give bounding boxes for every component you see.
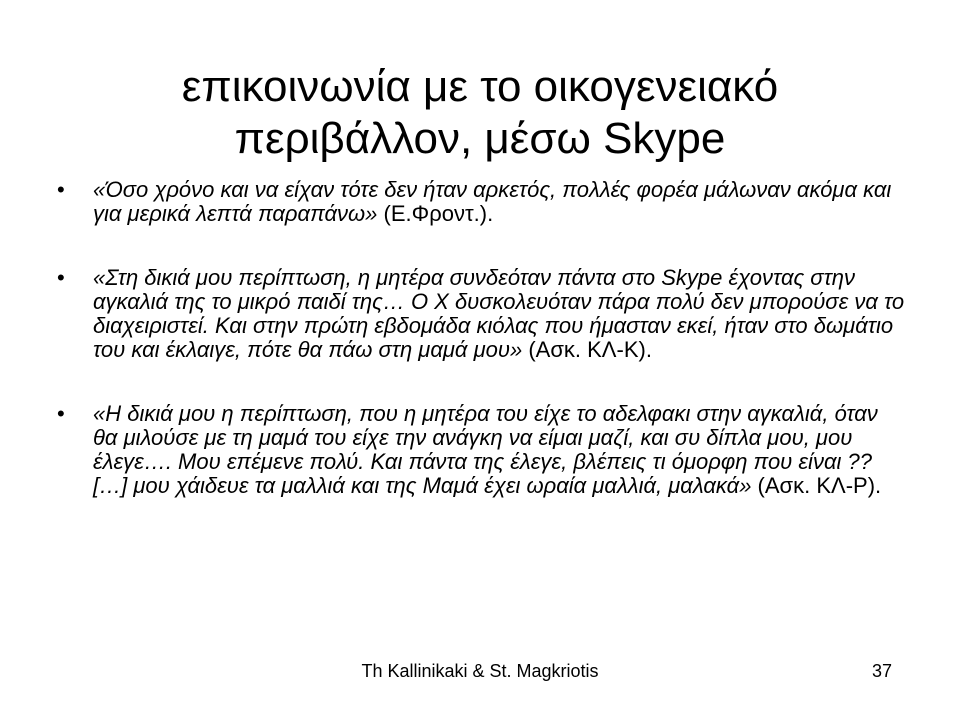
slide-title-line-2: περιβάλλον, μέσω Skype [234, 114, 726, 164]
bullet-dot-icon: • [57, 401, 65, 426]
bullet-quote: «Η δικιά μου η περίπτωση, που η μητέρα του είχε το αδελφακι στην αγκαλιά, όταν θα μιλούσε με τη μαμά του είχε την ανάγκη να είμαι μαζί, και συ δίπλα μου, μου έλεγε…. Μου επέμενε πολύ. Και πάντα της έλεγε, βλέπεις τι όμορφη που είναι ?? […] μου χάιδευε τα μαλλιά και της Μαμά έχει ωραία μαλλιά, μαλακά» [93, 401, 878, 498]
bullet-item-2 [57, 266, 907, 362]
bullet-dot-icon: • [57, 265, 65, 290]
bullet-item-1 [57, 178, 907, 226]
bullet-source: (Ε.Φροντ.). [377, 201, 494, 226]
bullet-quote: «Στη δικιά μου περίπτωση, η μητέρα συνδεόταν πάντα στο Skype έχοντας στην αγκαλιά της το μικρό παιδί της… Ο Χ δυσκολευόταν πάρα πολύ δεν μπορούσε να το διαχειριστεί. Και στην πρώτη εβδομάδα κιόλας που ήμασταν εκεί, ήταν στο δωμάτιο του και έκλαιγε, πότε θα πάω στη μαμά μου» [93, 265, 905, 362]
footer-credit: Th Kallinikaki & St. Magkriotis [361, 661, 599, 681]
bullet-source: (Ασκ. ΚΛ-Ρ). [751, 473, 882, 498]
slide-title-line-1: επικοινωνία με το οικογενειακό [181, 62, 779, 112]
bullet-quote: «Όσο χρόνο και να είχαν τότε δεν ήταν αρκετός, πολλές φορέα μάλωναν ακόμα και για μερικά λεπτά παραπάνω» [93, 177, 892, 226]
slide-title [40, 61, 920, 165]
page-number: 37 [871, 661, 892, 681]
bullet-list [57, 178, 907, 538]
bullet-dot-icon: • [57, 177, 65, 202]
bullet-item-3 [57, 402, 907, 498]
bullet-source: (Ασκ. ΚΛ-Κ). [522, 337, 652, 362]
